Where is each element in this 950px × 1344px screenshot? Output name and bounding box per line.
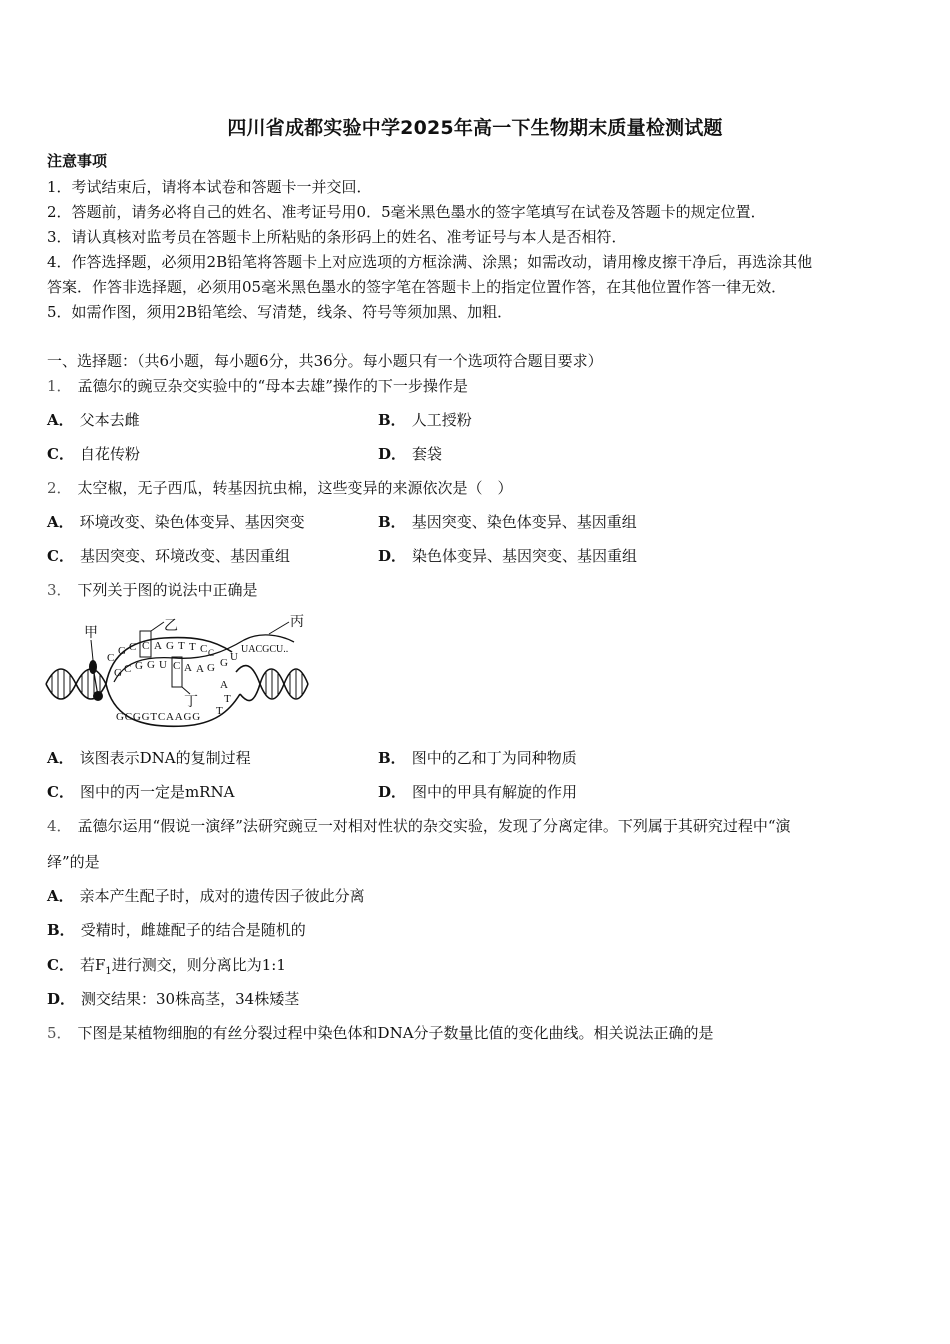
question-4 xyxy=(47,816,791,836)
option-label: D． xyxy=(378,445,407,463)
option-label: D． xyxy=(378,783,407,801)
notice-item: 1．考试结束后，请将本试卷和答题卡一并交回． xyxy=(47,178,372,196)
notice-item: 2．答题前，请务必将自己的姓名、准考证号用0．5毫米黑色墨水的签字笔填写在试卷及答题卡的规定位置． xyxy=(47,203,766,221)
base: A xyxy=(196,663,204,675)
side-base: U xyxy=(230,651,238,663)
option-text: 图中的丙一定是mRNA xyxy=(79,783,235,801)
notice-item: 答案．作答非选择题，必须用05毫米黑色墨水的签字笔在答题卡上的指定位置作答，在其他位置作答一律无效． xyxy=(47,278,787,296)
question-2 xyxy=(47,478,513,498)
question-number: 3． xyxy=(47,581,72,599)
question-stem: 下列关于图的说法中正确是 xyxy=(77,581,258,599)
question-stem: 孟德尔运用“假说一演绎”法研究豌豆一对相对性状的杂交实验，发现了分离定律。下列属于其研究过程中“演 xyxy=(77,817,791,835)
option-label: B． xyxy=(47,921,75,939)
q4-option-b[interactable] xyxy=(47,920,306,940)
option-text: 染色体变异、基因突变、基因重组 xyxy=(412,547,638,565)
option-text: 环境改变、染色体变异、基因突变 xyxy=(79,513,305,531)
base: G xyxy=(166,640,174,652)
base: T xyxy=(178,640,185,652)
label-bing: 丙 xyxy=(290,615,304,630)
option-label: A． xyxy=(47,411,74,429)
question-number: 4． xyxy=(47,817,72,835)
option-text: 父本去雌 xyxy=(79,411,140,429)
base: T xyxy=(189,641,196,653)
bottom-strand-bases: GCGGTCAAGG xyxy=(116,711,201,723)
question-stem: 下图是某植物细胞的有丝分裂过程中染色体和DNA分子数量比值的变化曲线。相关说法正确的是 xyxy=(77,1024,714,1042)
label-yi: 乙 xyxy=(164,619,178,634)
q2-option-a[interactable] xyxy=(47,512,305,532)
side-base: T xyxy=(216,705,223,717)
option-text: 套袋 xyxy=(412,445,443,463)
section-heading: 一、选择题：（共6小题，每小题6分，共36分。每小题只有一个选项符合题目要求） xyxy=(47,352,603,370)
q4-option-c[interactable] xyxy=(47,955,286,982)
question-4-cont: 绎”的是 xyxy=(47,853,100,871)
option-text: 测交结果：30株高茎，34株矮茎 xyxy=(81,990,300,1008)
label-pointer-bing xyxy=(269,622,289,634)
base: G xyxy=(147,659,155,671)
option-label: A． xyxy=(47,887,74,905)
option-label: C． xyxy=(47,547,74,565)
q3-option-a[interactable] xyxy=(47,748,251,768)
q2-option-b[interactable] xyxy=(378,512,637,532)
base: C xyxy=(208,648,215,658)
label-jia: 甲 xyxy=(84,626,98,641)
q3-option-b[interactable] xyxy=(378,748,577,768)
question-number: 1． xyxy=(47,377,72,395)
label-ding: 丁 xyxy=(184,695,198,710)
label-pointer-jia xyxy=(91,640,93,660)
base: C xyxy=(200,643,208,655)
q4-option-d[interactable] xyxy=(47,989,299,1009)
base: C xyxy=(129,641,137,653)
option-label: B． xyxy=(378,513,406,531)
base: A xyxy=(154,640,162,652)
notice-item: 4．作答选择题，必须用2B铅笔将答题卡上对应选项的方框涂满、涂黑；如需改动，请用橡皮擦干净后，再选涂其他 xyxy=(47,253,813,271)
page-title: 四川省成都实验中学2025年高一下生物期末质量检测试题 xyxy=(227,117,723,139)
q3-option-c[interactable] xyxy=(47,782,234,802)
label-pointer-ding xyxy=(182,687,190,694)
side-base: A xyxy=(220,679,228,691)
option-text: 基因突变、环境改变、基因重组 xyxy=(79,547,290,565)
helix-strand-right-b xyxy=(240,669,308,701)
rna-tail-bases: UACGCU.. xyxy=(241,644,289,655)
mid-strand-bases xyxy=(114,659,215,679)
base: G xyxy=(135,660,143,672)
option-text: 该图表示DNA的复制过程 xyxy=(79,749,251,767)
option-text: 进行测交，则分离比为1:1 xyxy=(111,956,286,974)
option-label: A． xyxy=(47,749,74,767)
q3-option-d[interactable] xyxy=(378,782,577,802)
option-text: 受精时，雌雄配子的结合是随机的 xyxy=(80,921,306,939)
base: C xyxy=(173,660,181,672)
option-label: B． xyxy=(378,749,406,767)
side-base: G xyxy=(220,657,228,669)
option-text: 亲本产生配子时，成对的遗传因子彼此分离 xyxy=(79,887,365,905)
option-text: 图中的甲具有解旋的作用 xyxy=(412,783,578,801)
q1-option-c[interactable] xyxy=(47,444,140,464)
question-5 xyxy=(47,1023,714,1043)
option-label: D． xyxy=(378,547,407,565)
transcription-diagram xyxy=(44,612,310,732)
question-1 xyxy=(47,376,468,396)
notice-item: 3．请认真核对监考员在答题卡上所粘贴的条形码上的姓名、准考证号与本人是否相符． xyxy=(47,228,627,246)
option-text: 若F xyxy=(79,956,106,974)
question-3 xyxy=(47,580,258,600)
base: C xyxy=(142,640,150,652)
q4-option-a[interactable] xyxy=(47,886,365,906)
base: C xyxy=(124,663,132,675)
option-text: 人工授粉 xyxy=(411,411,472,429)
question-number: 5． xyxy=(47,1024,72,1042)
base: G xyxy=(114,667,122,679)
option-label: C． xyxy=(47,956,74,974)
option-text: 基因突变、染色体变异、基因重组 xyxy=(411,513,637,531)
base: U xyxy=(159,659,167,671)
notice-item: 5．如需作图，须用2B铅笔绘、写清楚，线条、符号等须加黑、加粗． xyxy=(47,303,513,321)
option-label: B． xyxy=(378,411,406,429)
q2-option-d[interactable] xyxy=(378,546,637,566)
question-stem: 太空椒，无子西瓜，转基因抗虫棉，这些变异的来源依次是（ ） xyxy=(77,479,513,497)
side-base: T xyxy=(224,693,231,705)
option-label: A． xyxy=(47,513,74,531)
q1-option-d[interactable] xyxy=(378,444,442,464)
label-pointer-yi xyxy=(151,622,164,631)
option-label: D． xyxy=(47,990,76,1008)
subscript: 1 xyxy=(105,966,112,977)
option-text: 图中的乙和丁为同种物质 xyxy=(411,749,577,767)
q1-option-b[interactable] xyxy=(378,410,472,430)
option-label: C． xyxy=(47,445,74,463)
question-stem: 孟德尔的豌豆杂交实验中的“母本去雄”操作的下一步操作是 xyxy=(77,377,468,395)
base: A xyxy=(184,662,192,674)
base: G xyxy=(207,662,215,674)
notice-heading: 注意事项 xyxy=(47,152,108,170)
base: C xyxy=(107,652,115,664)
q2-option-c[interactable] xyxy=(47,546,290,566)
option-text: 自花传粉 xyxy=(79,445,140,463)
question-number: 2． xyxy=(47,479,72,497)
base: G xyxy=(118,645,126,657)
option-label: C． xyxy=(47,783,74,801)
q1-option-a[interactable] xyxy=(47,410,140,430)
